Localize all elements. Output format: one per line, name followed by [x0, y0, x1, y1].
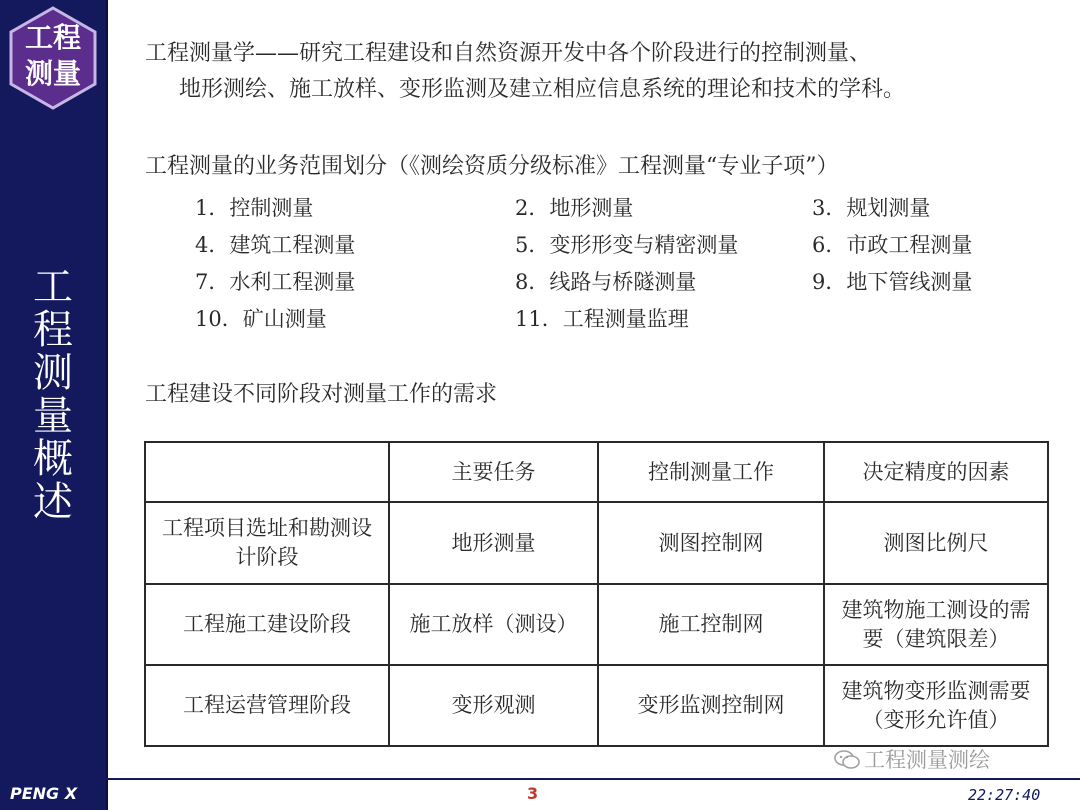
vertical-title-char: 工: [33, 264, 73, 310]
intro-line-1: 工程测量学——研究工程建设和自然资源开发中各个阶段进行的控制测量、: [145, 41, 872, 66]
scope-item: 1．控制测量: [195, 196, 314, 220]
scope-item: 9．地下管线测量: [812, 270, 973, 294]
intro-paragraph: [145, 36, 1070, 108]
table-cell: 地形测量: [389, 502, 598, 584]
table-cell: 测图比例尺: [824, 502, 1048, 584]
scope-item: 5．变形形变与精密测量: [515, 233, 739, 257]
table-cell: 建筑物施工测设的需要（建筑限差）: [824, 584, 1048, 665]
vertical-title-char: 程: [33, 307, 73, 353]
scope-column-2: [515, 190, 738, 338]
table-cell: 施工控制网: [598, 584, 824, 665]
table-row: [145, 665, 1048, 746]
table-cell: 工程运营管理阶段: [145, 665, 389, 746]
vertical-title-char: 量: [33, 393, 73, 439]
vertical-section-title: [0, 266, 106, 524]
table-cell: 建筑物变形监测需要（变形允许值）: [824, 665, 1048, 746]
scope-heading: 工程测量的业务范围划分（《测绘资质分级标准》工程测量“专业子项”）: [145, 154, 839, 179]
scope-item: 7．水利工程测量: [195, 270, 356, 294]
table-row: [145, 584, 1048, 665]
table-cell: 工程施工建设阶段: [145, 584, 389, 665]
table-cell: 变形监测控制网: [598, 665, 824, 746]
badge-line-1: 工程: [24, 21, 81, 54]
vertical-title-char: 述: [33, 479, 73, 525]
table-header-cell: 决定精度的因素: [824, 442, 1048, 502]
wechat-icon: [834, 750, 860, 770]
table-row: [145, 502, 1048, 584]
scope-item: 2．地形测量: [515, 196, 634, 220]
table-header-cell: 控制测量工作: [598, 442, 824, 502]
time-stamp: 22:27:40: [968, 786, 1041, 804]
vertical-title-char: 概: [33, 436, 73, 482]
watermark-text: 工程测量测绘: [864, 748, 990, 772]
scope-item: 4．建筑工程测量: [195, 233, 356, 257]
table-cell: 测图控制网: [598, 502, 824, 584]
requirements-heading: 工程建设不同阶段对测量工作的需求: [145, 382, 498, 407]
requirements-table: [144, 441, 1049, 747]
scope-item: 11．工程测量监理: [515, 307, 689, 331]
badge-line-2: 测量: [24, 57, 81, 90]
table-cell: 施工放样（测设）: [389, 584, 598, 665]
scope-column-3: [812, 190, 972, 301]
author-label: PENG X: [10, 784, 78, 803]
scope-item: 6．市政工程测量: [812, 233, 973, 257]
intro-line-2: 地形测绘、施工放样、变形监测及建立相应信息系统的理论和技术的学科。: [179, 77, 906, 102]
table-header-cell: [145, 442, 389, 502]
scope-column-1: [195, 190, 355, 338]
vertical-title-char: 测: [33, 350, 73, 396]
scope-item: 10．矿山测量: [195, 307, 327, 331]
scope-item: 3．规划测量: [812, 196, 931, 220]
page-number: 3: [527, 784, 539, 803]
table-cell: 工程项目选址和勘测设计阶段: [145, 502, 389, 584]
table-header-cell: 主要任务: [389, 442, 598, 502]
title-badge-text: [8, 20, 98, 92]
table-header-row: [145, 442, 1048, 502]
watermark: [834, 744, 990, 774]
footer-divider: [0, 778, 1080, 780]
table-cell: 变形观测: [389, 665, 598, 746]
scope-item: 8．线路与桥隧测量: [515, 270, 697, 294]
